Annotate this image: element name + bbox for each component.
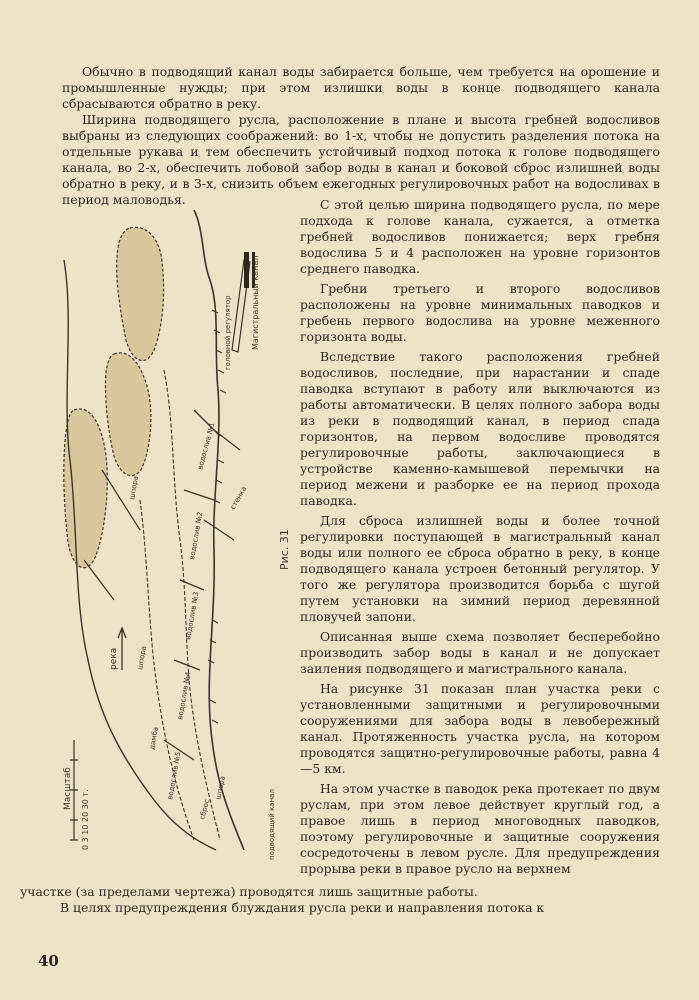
label-weir3: водослив №3 [184, 591, 201, 641]
tail-paragraph-1: участке (за пределами чертежа) проводятся лишь защитные работы. [20, 884, 478, 899]
label-weir5: водослив №5 [166, 751, 183, 801]
sandbar-bottom [64, 409, 107, 568]
intro-paragraph-2: Ширина подводящего русла, расположение в плане и высота гребней водосливов выбраны из следующих соображений: во 1-х, чтобы не допустить разделения потока на отдельные рукава и тем обеспечить устойчивый подход потока к голове подводящего канала, во 2-х, обеспечить лобовой забор воды в канал и боковой сброс излишней воды обратно в реку, и в 3-х, снизить объем ежегодных регулировочных работ на водосливах в период маловодья. [62, 112, 660, 207]
label-weir2: водослив №2 [188, 511, 205, 561]
label-weir4: водослив №4 [176, 671, 193, 721]
column-paragraph-4: Для сброса излишней воды и более точной регулировки поступающей в магистральный канал воды или полного ее сброса обратно в реку, в конце подводящего канала устроен бетонный регулятор. У того же регулятора производится борьба с шугой путем установки на зимний период деревянной пловучей запони. [300, 513, 660, 624]
river-plan-diagram [44, 200, 300, 860]
column-paragraph-3: Вследствие такого расположения гребней водосливов, последние, при нарастании и спаде паводка вступают в работу или выключаются из работы автоматически. В целях полного забора воды из реки в подводящий канал, в период спада горизонтов, на первом водосливе проводятся регулировочные работы, заключающиеся в устройстве каменно-камышевой перемычки на период межени и разборке ее на период прохода паводка. [300, 349, 660, 508]
label-spur1: шпора [136, 645, 149, 671]
column-text [300, 197, 660, 881]
figure-31 [44, 200, 300, 860]
column-paragraph-2: Гребни третьего и второго водосливов расположены на уровне минимальных паводков и гребень первого водослива на уровне меженного горизонта воды. [300, 281, 660, 344]
column-paragraph-6: На рисунке 31 показан план участка реки с установленными защитными и регулировочными сооружениями для забора воды в левобережный канал. Протяженность участка русла, на котором проводятся защитно-регулировочные работы, равна 4—5 км. [300, 681, 660, 776]
scale-ticks: 0 3 10 20 30 т. [81, 789, 90, 850]
page-number: 40 [38, 952, 59, 970]
label-canal-head: головной регулятор [224, 295, 232, 370]
column-paragraph-1: С этой целью ширина подводящего русла, по мере подхода к голове канала, сужается, а отметка гребней водосливов понижается; верх гребня водослива 5 и 4 расположен на уровне горизонтов среднего паводка. [300, 197, 660, 276]
spur-lines [84, 430, 240, 600]
label-canal: Магистральный канал [251, 255, 260, 350]
label-wall: стенка [228, 485, 249, 511]
sandbar-top [117, 227, 164, 360]
label-bank: шпора [214, 775, 227, 801]
label-dam: дамба [148, 726, 160, 751]
canal-head-marker [244, 252, 249, 288]
column-paragraph-5: Описанная выше схема позволяет бесперебойно производить забор воды в канал и не допускает заиления подводящего и магистрального канала. [300, 629, 660, 676]
column-paragraph-7: На этом участке в паводок река протекает по двум руслам, при этом левое действует круглый год, а правое лишь в период многоводных паводков, поэтому регулировочные и защитные сооружения сосредоточены в левом русле. Для предупреждения прорыва реки в правое русло на верхнем [300, 781, 660, 876]
scale-title: Масштаб [63, 767, 73, 810]
tail-text [20, 884, 660, 916]
label-regulator: сброс [198, 798, 212, 821]
sandbar-middle [105, 353, 150, 476]
river-flow-arrow [118, 628, 126, 670]
figure-caption: Рис. 31 [278, 529, 291, 570]
label-river: река [109, 647, 119, 670]
label-lower-canal: подводящий канал [268, 789, 276, 860]
label-weir1: водослив №1 [196, 421, 217, 471]
intro-paragraph-1: Обычно в подводящий канал воды забирается больше, чем требуется на орошение и промышленные нужды; при этом излишки воды в конце подводящего канала сбрасываются обратно в реку. [62, 64, 660, 111]
scale-bar [70, 740, 78, 840]
tail-paragraph-2: В целях предупреждения блуждания русла реки и направления потока к [60, 900, 545, 915]
intro-text [62, 64, 660, 208]
label-spur2: шпора [128, 475, 141, 501]
